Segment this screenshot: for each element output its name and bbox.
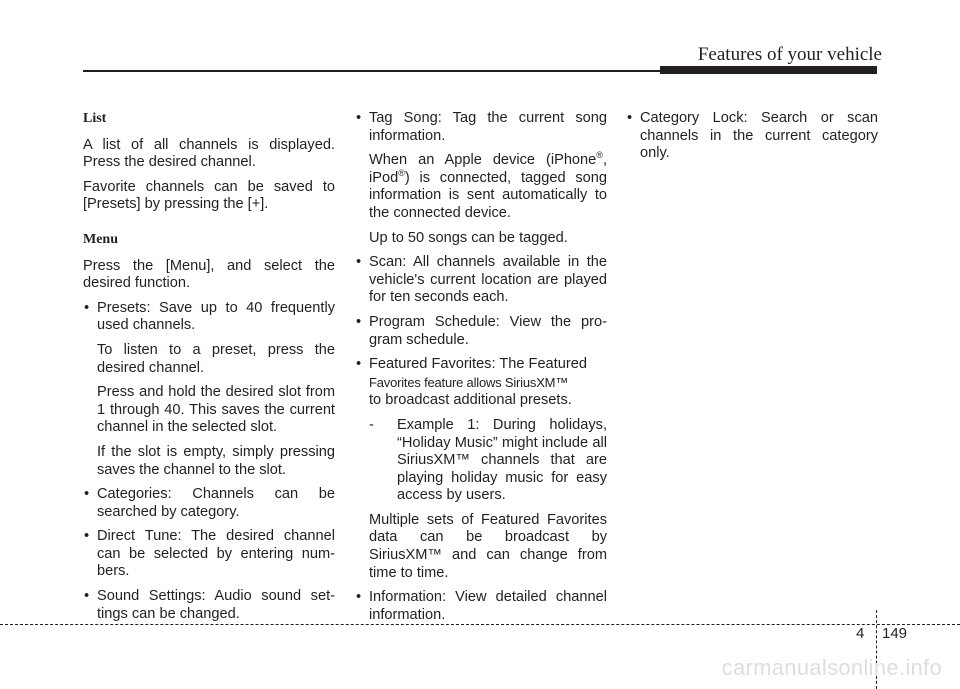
header-rule-accent [660,66,877,74]
bullet-item [83,528,335,581]
indented-paragraph: To listen to a preset, press the desired channel. [97,341,335,376]
indented-paragraph: Press and hold the desired slot from 1 through 40. This saves the current channel in the selected slot. [97,384,335,436]
bullet-text: Tag Song: Tag the current song information. [369,110,607,144]
column-2 [355,110,607,631]
bullet-icon: • [356,589,362,606]
column-3 [626,110,878,170]
bullet-text: Scan: All channels available in the vehicle's current location are played for ten seconds each. [369,254,607,306]
page-number: 149 [882,625,908,642]
header-title: Features of your vehicle [697,44,882,65]
bullet-text: Presets: Save up to 40 frequently used channels. [97,299,335,334]
bullet-item [355,589,607,624]
chapter-number: 4 [856,625,865,642]
bullet-item [355,356,607,410]
column-1 [83,110,335,630]
bullet-item [83,300,335,335]
bullet-text: Sound Settings: Audio sound set-tings can be changed. [97,588,335,622]
text-run: When an Apple device (iPhone [369,152,597,169]
indented-paragraph: Up to 50 songs can be tagged. [369,229,568,246]
bullet-item [83,486,335,521]
indented-paragraph: Multiple sets of Featured Favorites data can be broadcast by SiriusXM™ and can change from time to time. [369,511,607,581]
menu-heading: Menu [83,231,118,247]
bullet-text: Favorites feature allows SiriusXM™ [369,374,569,390]
indented-paragraph [355,152,607,222]
indented-paragraph: If the slot is empty, simply pressing saves the channel to the slot. [97,443,335,478]
watermark: carmanualsonline.info [721,655,942,680]
text-run: ) is connected, tagged song information is sent automatically to the connected device. [369,169,607,221]
bullet-icon: • [84,528,90,545]
bullet-text: Category Lock: Search or scan channels in the current category only. [640,110,878,162]
bullet-icon: • [627,110,633,126]
bullet-text: Featured Favorites: The Featured [369,356,587,373]
registered-mark: ® [398,167,405,178]
text-run: , iPod [369,152,607,186]
dash-item [369,417,607,505]
bullet-item [355,110,607,145]
bullet-item [626,110,878,163]
bullet-item [355,254,607,307]
footer-rule [0,624,960,625]
bullet-text: Categories: Channels can be searched by category. [97,486,335,520]
list-paragraph: Favorite channels can be saved to [Presets] by pressing the [+]. [83,178,335,213]
registered-mark: ® [596,150,603,161]
bullet-icon: • [84,588,90,605]
bullet-item [355,314,607,349]
bullet-text: Program Schedule: View the pro-gram schedule. [369,313,607,348]
bullet-icon: • [356,110,362,126]
bullet-text: Information: View detailed channel information. [369,589,607,623]
bullet-icon: • [356,254,362,271]
dash-text: Example 1: During holidays, “Holiday Music” might include all SiriusXM™ channels that are playing holiday music for easy access by users. [397,416,607,504]
list-paragraph: A list of all channels is displayed. Press the desired channel. [83,136,335,171]
bullet-item [83,588,335,623]
bullet-icon: • [356,356,362,373]
bullet-icon: • [84,486,90,503]
dash-marker: - [369,416,374,433]
list-heading: List [83,111,107,126]
bullet-icon: • [84,299,90,316]
bullet-text: Direct Tune: The desired channel can be selected by entering num-bers. [97,528,335,580]
menu-paragraph: Press the [Menu], and select the desired function. [83,257,335,292]
bullet-icon: • [356,313,362,330]
bullet-text: to broadcast additional presets. [369,392,572,409]
